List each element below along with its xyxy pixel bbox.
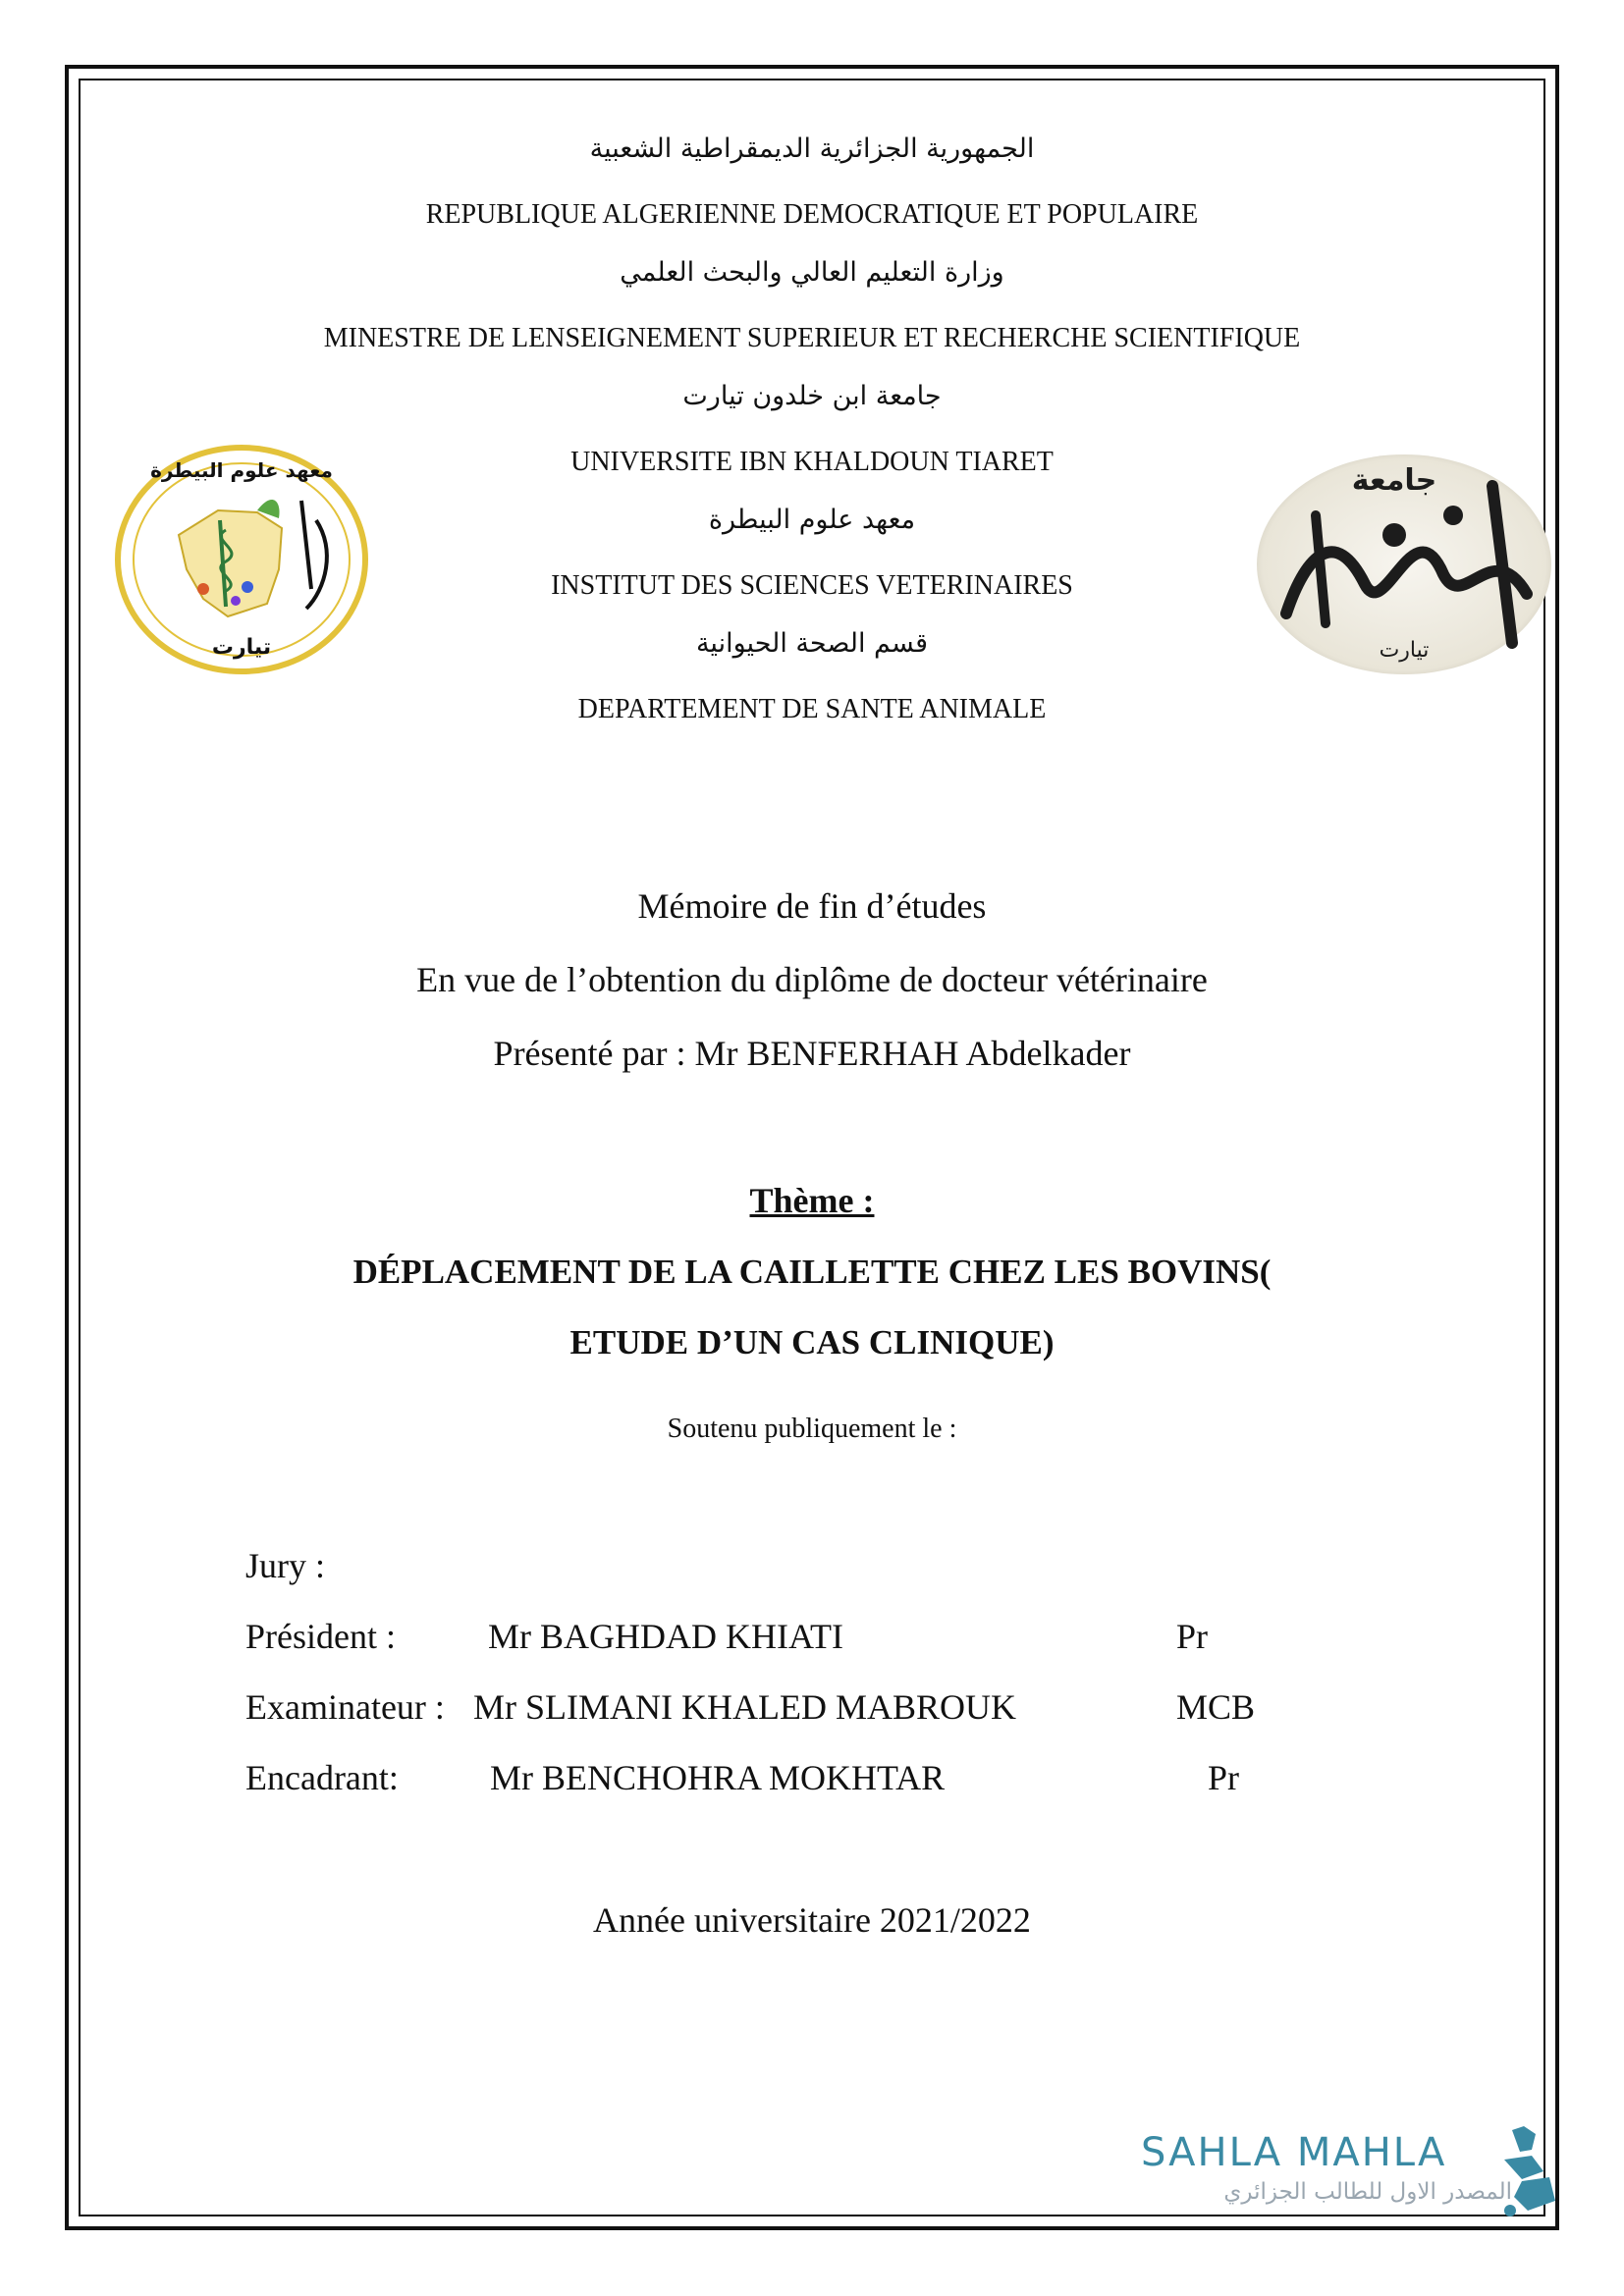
jury-label: Jury : [245, 1546, 325, 1585]
svg-text:معهد علوم البيطرة: معهد علوم البيطرة [150, 458, 333, 482]
watermark-logo-icon [1492, 2120, 1561, 2228]
jury-grade-supervisor: Pr [1208, 1758, 1240, 1797]
header-fr-university: UNIVERSITE IBN KHALDOUN TIARET [570, 447, 1054, 477]
watermark-subtitle: المصدر الاول للطالب الجزائري [1223, 2179, 1512, 2205]
header-ar-institute: معهد علوم البيطرة [708, 505, 916, 535]
header-ar-university: جامعة ابن خلدون تيارت [682, 381, 942, 411]
jury-name-president: Mr BAGHDAD KHIATI [488, 1617, 843, 1656]
academic-year: Année universitaire 2021/2022 [593, 1900, 1031, 1940]
watermark-brand: SAHLA MAHLA [1141, 2130, 1447, 2175]
header-ar-ministry: وزارة التعليم العالي والبحث العلمي [620, 257, 1004, 288]
jury-role-president: Président : [245, 1617, 396, 1656]
jury-name-supervisor: Mr BENCHOHRA MOKHTAR [490, 1758, 946, 1797]
svg-text:جامعة: جامعة [1351, 463, 1437, 498]
university-logo [1247, 447, 1561, 682]
jury-grade-examiner: MCB [1176, 1687, 1256, 1727]
theme-title-line2: ETUDE D’UN CAS CLINIQUE) [569, 1323, 1055, 1362]
jury-grade-president: Pr [1176, 1617, 1209, 1656]
header-ar-republic: الجمهورية الجزائرية الديمقراطية الشعبية [589, 133, 1035, 164]
theme-title-line1: DÉPLACEMENT DE LA CAILLETTE CHEZ LES BOVINS( [352, 1253, 1272, 1291]
sahla-mahla-watermark [1129, 2120, 1551, 2228]
memoire-title: Mémoire de fin d’études [637, 886, 987, 926]
header-fr-ministry: MINESTRE DE LENSEIGNEMENT SUPERIEUR ET RECHERCHE SCIENTIFIQUE [323, 323, 1301, 353]
svg-text:تيارت: تيارت [211, 635, 272, 660]
memoire-presenter: Présenté par : Mr BENFERHAH Abdelkader [493, 1034, 1131, 1073]
header-fr-institute: INSTITUT DES SCIENCES VETERINAIRES [551, 570, 1073, 601]
institute-logo [110, 442, 373, 677]
jury-role-examiner: Examinateur : [245, 1687, 445, 1727]
jury-name-examiner: Mr SLIMANI KHALED MABROUK [473, 1687, 1016, 1727]
header-ar-department: قسم الصحة الحيوانية [695, 628, 929, 659]
svg-text:تيارت: تيارت [1379, 638, 1430, 663]
theme-label: Thème : [749, 1181, 875, 1220]
defense-date-label: Soutenu publiquement le : [667, 1414, 957, 1444]
memoire-purpose: En vue de l’obtention du diplôme de docteur vétérinaire [416, 960, 1208, 999]
header-fr-department: DEPARTEMENT DE SANTE ANIMALE [577, 694, 1047, 724]
header-fr-republic: REPUBLIQUE ALGERIENNE DEMOCRATIQUE ET POPULAIRE [425, 199, 1199, 230]
jury-role-supervisor: Encadrant: [245, 1758, 399, 1797]
